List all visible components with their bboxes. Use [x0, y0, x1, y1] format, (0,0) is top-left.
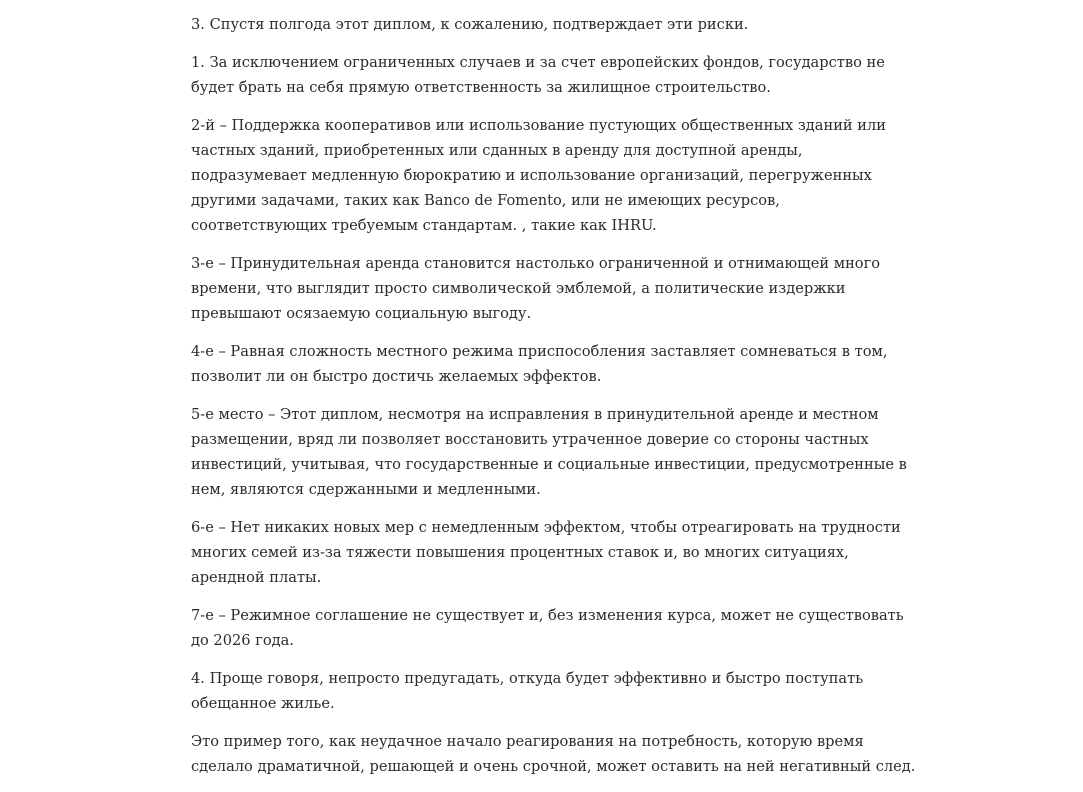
- paragraph-point-4: 4-е – Равная сложность местного режима приспособления заставляет сомневаться в том, позволит ли он быстро достичь желаемых эффектов.: [191, 343, 888, 385]
- paragraph-section-4: 4. Проще говоря, непросто предугадать, откуда будет эффективно и быстро поступать обещанное жилье.: [191, 670, 864, 712]
- paragraph-point-5: 5-е место – Этот диплом, несмотря на исправления в принудительной аренде и местном размещении, вряд ли позволяет восстановить утраченное доверие со стороны частных инвестиций, учитывая, что государственные и социальные инвестиции, предусмотренные в нем, являются сдержанными и медленными.: [191, 406, 907, 498]
- paragraph-conclusion: Это пример того, как неудачное начало реагирования на потребность, которую время сделало драматичной, решающей и очень срочной, может оставить на ней негативный след.: [191, 733, 916, 775]
- paragraph-point-7: 7-е – Режимное соглашение не существует и, без изменения курса, может не существовать до 2026 года.: [191, 607, 904, 649]
- paragraph-intro-risks: 3. Спустя полгода этот диплом, к сожалению, подтверждает эти риски.: [191, 16, 749, 33]
- paragraph-point-3: 3-е – Принудительная аренда становится настолько ограниченной и отнимающей много времени, что выглядит просто символической эмблемой, а политические издержки превышают осязаемую социальную выгоду.: [191, 255, 881, 322]
- article-body: [191, 12, 919, 792]
- paragraph-point-6: 6-е – Нет никаких новых мер с немедленным эффектом, чтобы отреагировать на трудности многих семей из-за тяжести повышения процентных ставок и, во многих ситуациях, арендной платы.: [191, 519, 901, 586]
- paragraph-point-2: 2-й – Поддержка кооперативов или использование пустующих общественных зданий или частных зданий, приобретенных или сданных в аренду для доступной аренды, подразумевает медленную бюрократию и использование организаций, перегруженных другими задачами, таких как Banco de Fomento, или не имеющих ресурсов, соответствующих требуемым стандартам. , такие как IHRU.: [191, 117, 887, 234]
- paragraph-point-1: 1. За исключением ограниченных случаев и за счет европейских фондов, государство не будет брать на себя прямую ответственность за жилищное строительство.: [191, 54, 885, 96]
